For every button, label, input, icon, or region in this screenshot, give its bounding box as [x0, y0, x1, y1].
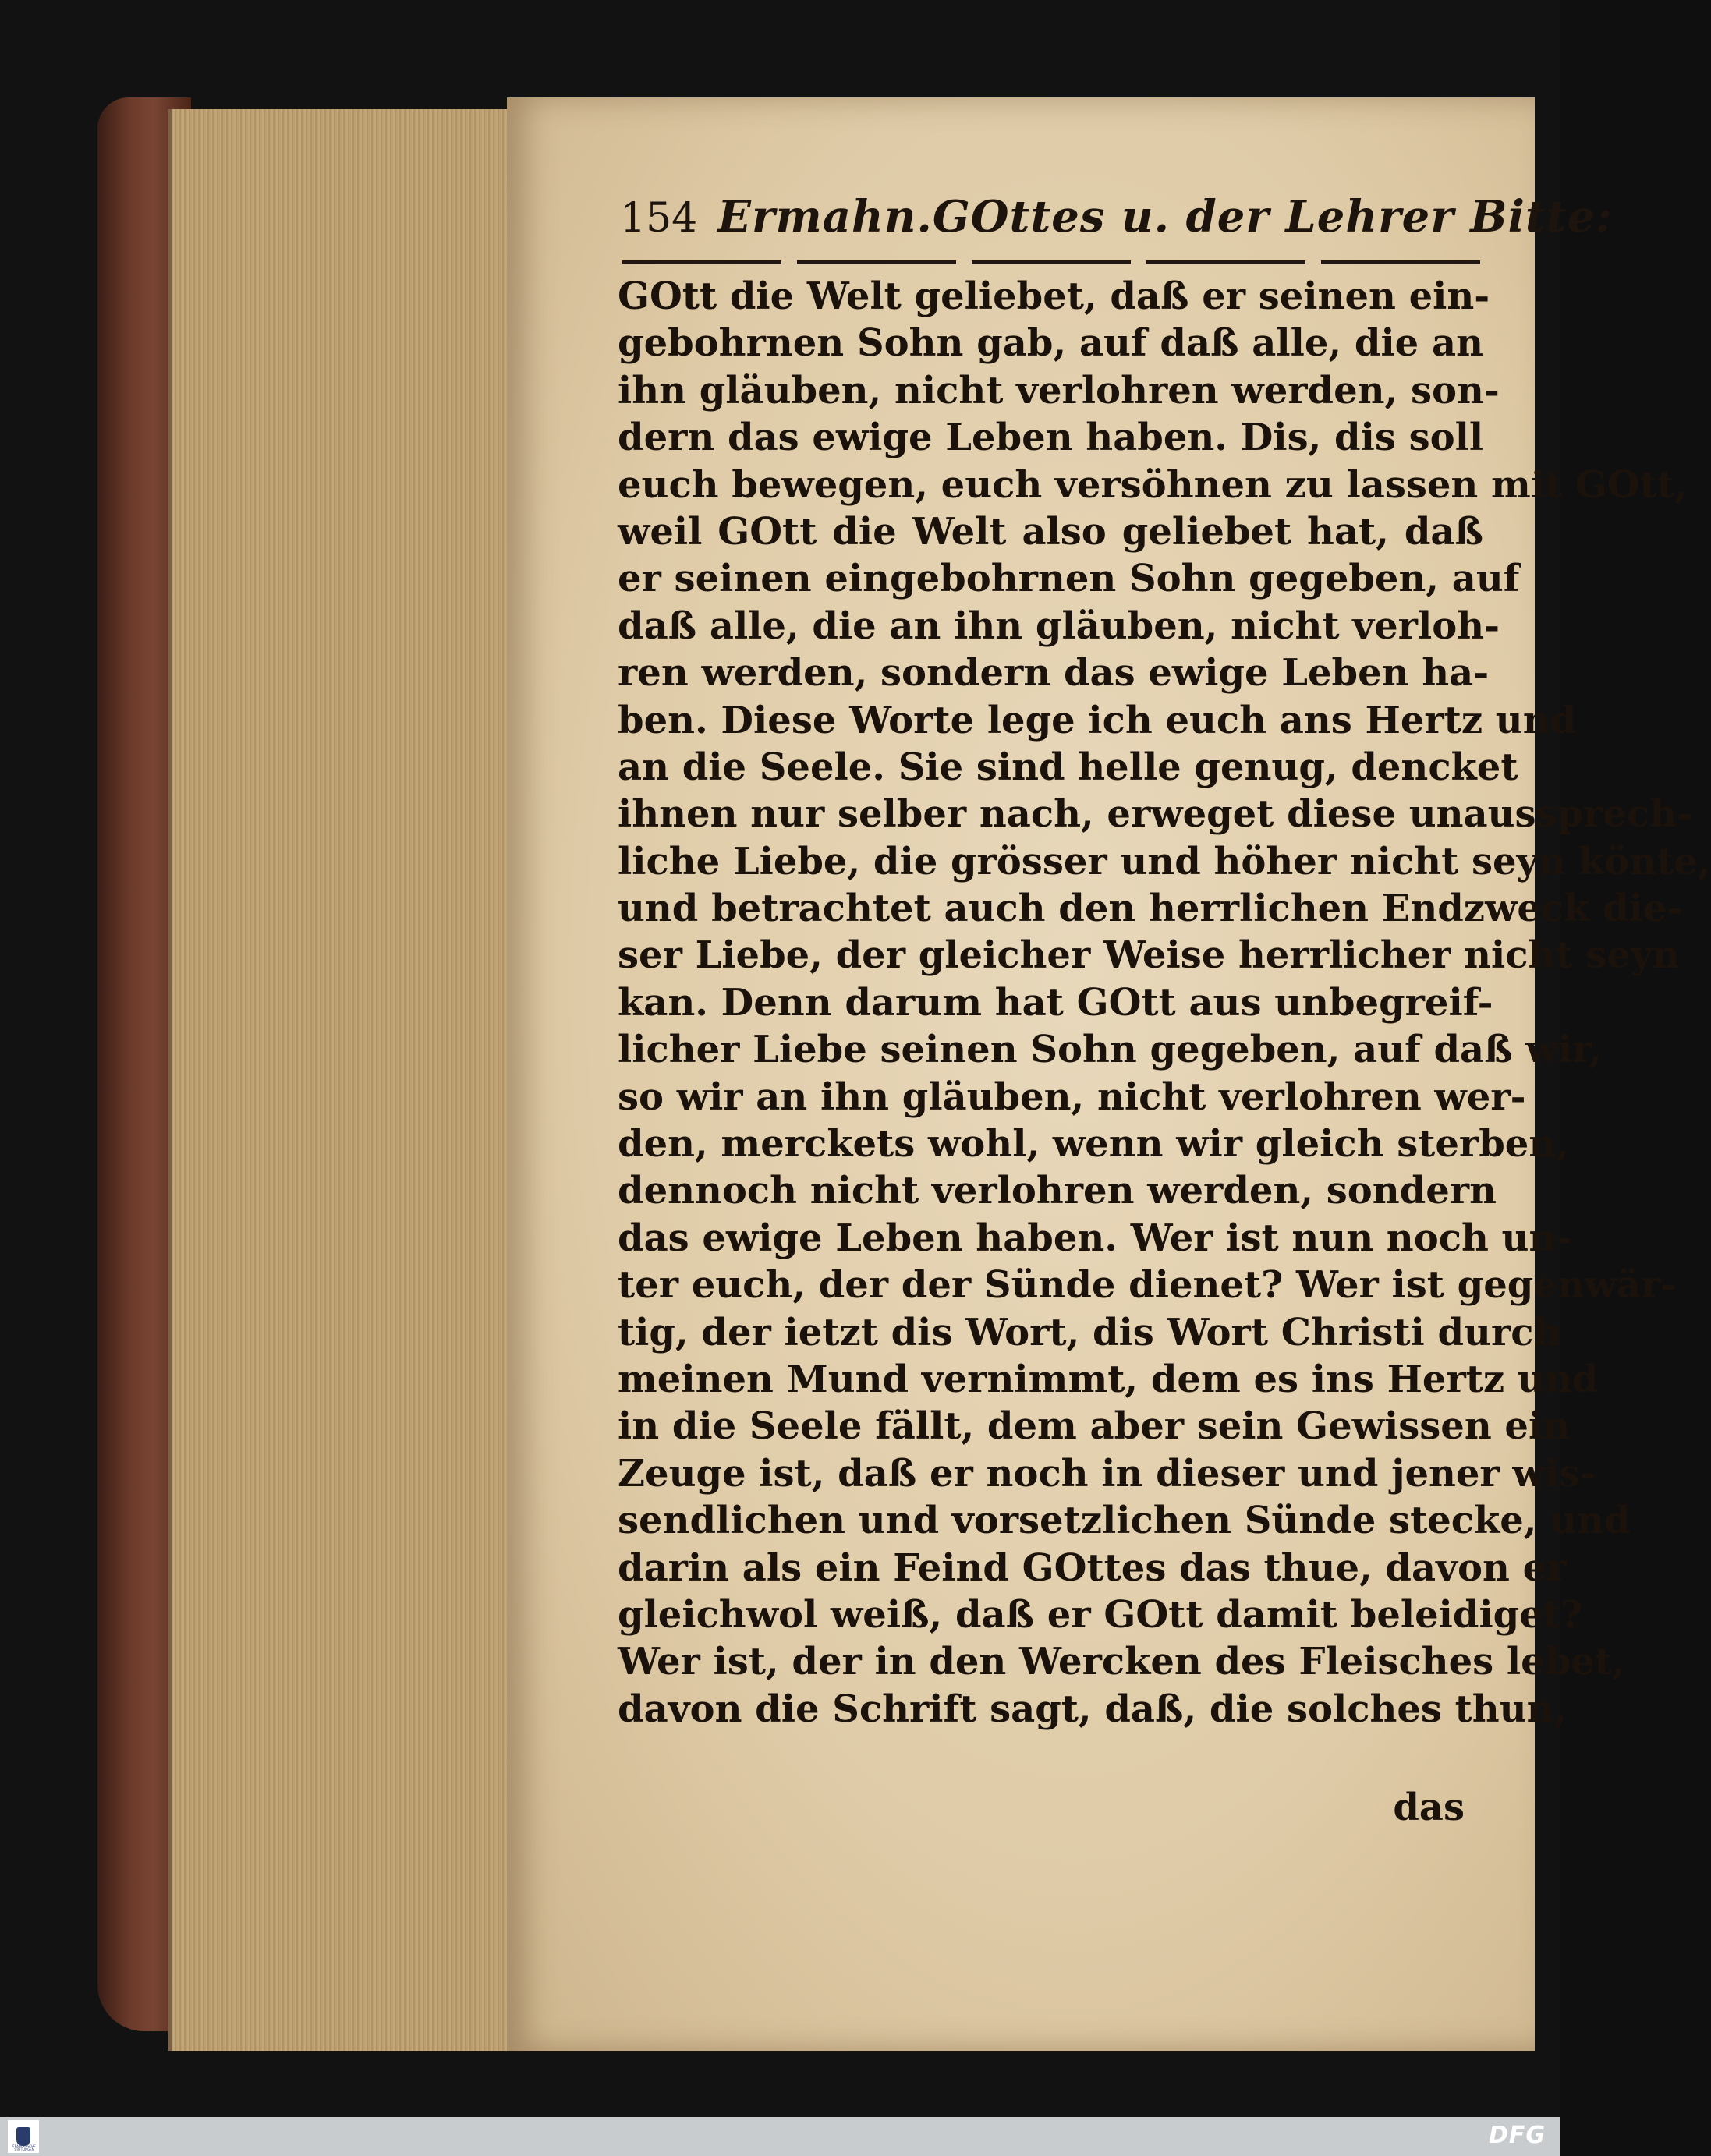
page-edges: [168, 109, 515, 2051]
text-line: meinen Mund vernimmt, dem es ins Hertz und: [618, 1357, 1599, 1401]
header-rule: [622, 259, 1480, 267]
logo-caption: FRANCKESCHE STIFTUNGEN: [12, 2144, 36, 2151]
text-line: kan. Denn darum hat GOtt aus unbegreif-: [618, 980, 1493, 1025]
text-line: liche Liebe, die grösser und höher nicht seyn könte,: [618, 839, 1711, 883]
text-line: tig, der ietzt dis Wort, dis Wort Christi durch: [618, 1310, 1561, 1354]
body-text: [618, 273, 1711, 1832]
text-line: ren werden, sondern das ewige Leben ha-: [618, 651, 1490, 696]
text-line: Wer ist, der in den Wercken des Fleisches lebet,: [618, 1640, 1625, 1684]
text-line: das ewige Leben haben. Wer ist nun noch un-: [618, 1216, 1572, 1260]
viewer-footer: [0, 2117, 1560, 2156]
text-line: GOtt die Welt geliebet, daß er seinen ein-: [618, 274, 1490, 318]
text-line: und betrachtet auch den herrlichen Endzweck die-: [618, 887, 1683, 931]
text-line: ter euch, der der Sünde dienet? Wer ist gegenwär-: [618, 1263, 1677, 1308]
text-line: dern das ewige Leben haben. Dis, dis soll: [618, 416, 1484, 460]
text-line: sendlichen und vorsetzlichen Sünde stecke, und: [618, 1499, 1631, 1543]
text-line: er seinen eingebohrnen Sohn gegeben, auf: [618, 557, 1520, 601]
text-line: den, merckets wohl, wenn wir gleich sterben,: [618, 1122, 1569, 1167]
text-line: davon die Schrift sagt, daß, die solches thun,: [618, 1687, 1568, 1731]
text-line: licher Liebe seinen Sohn gegeben, auf daß wir,: [618, 1028, 1603, 1072]
text-line: so wir an ihn gläuben, nicht verlohren wer-: [618, 1074, 1526, 1119]
text-line: daß alle, die an ihn gläuben, nicht verloh-: [618, 604, 1500, 648]
dfg-label: DFG: [1488, 2122, 1546, 2149]
text-line: ser Liebe, der gleicher Weise herrlicher nicht seyn: [618, 933, 1680, 978]
catchword: das: [1393, 1786, 1465, 1829]
text-line: an die Seele. Sie sind helle genug, dencket: [618, 745, 1518, 789]
text-line: ihn gläuben, nicht verlohren werden, son-: [618, 368, 1500, 412]
text-line: gebohrnen Sohn gab, auf daß alle, die an: [618, 321, 1483, 366]
text-line: ben. Diese Worte lege ich euch ans Hertz und: [618, 698, 1577, 742]
text-line: gleichwol weiß, daß er GOtt damit beleidiget?: [618, 1592, 1583, 1637]
text-line: in die Seele fällt, dem aber sein Gewissen ein: [618, 1404, 1571, 1449]
text-line: weil GOtt die Welt also geliebet hat, daß: [618, 509, 1483, 554]
text-line: ihnen nur selber nach, erweget diese unaussprech-: [618, 792, 1692, 837]
running-head: Ermahn.GOttes u. der Lehrer Bitte:: [717, 191, 1613, 243]
text-line: euch bewegen, euch versöhnen zu lassen mit GOtt,: [618, 462, 1688, 507]
text-line: Zeuge ist, daß er noch in dieser und jener wis-: [618, 1451, 1596, 1496]
page-number: 154: [620, 195, 698, 242]
text-line: dennoch nicht verlohren werden, sondern: [618, 1169, 1497, 1213]
text-line: darin als ein Feind GOttes das thue, davon er: [618, 1545, 1567, 1590]
library-crest-icon: [8, 2120, 39, 2153]
page-header: [620, 191, 1613, 253]
